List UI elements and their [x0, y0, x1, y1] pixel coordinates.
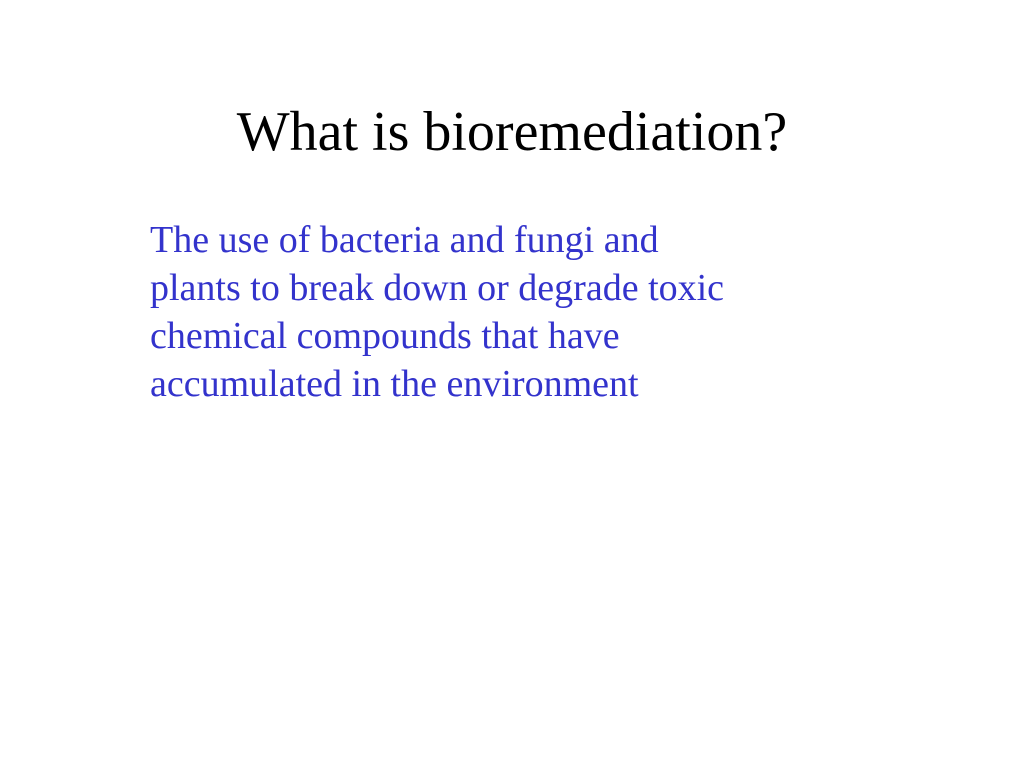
body-line: The use of bacteria and fungi and	[150, 219, 659, 261]
slide-title: What is bioremediation?	[236, 101, 788, 163]
body-line: accumulated in the environment	[150, 363, 639, 405]
slide-body-text	[150, 216, 870, 408]
body-line: plants to break down or degrade toxic	[150, 267, 725, 309]
body-line: chemical compounds that have	[150, 315, 620, 357]
